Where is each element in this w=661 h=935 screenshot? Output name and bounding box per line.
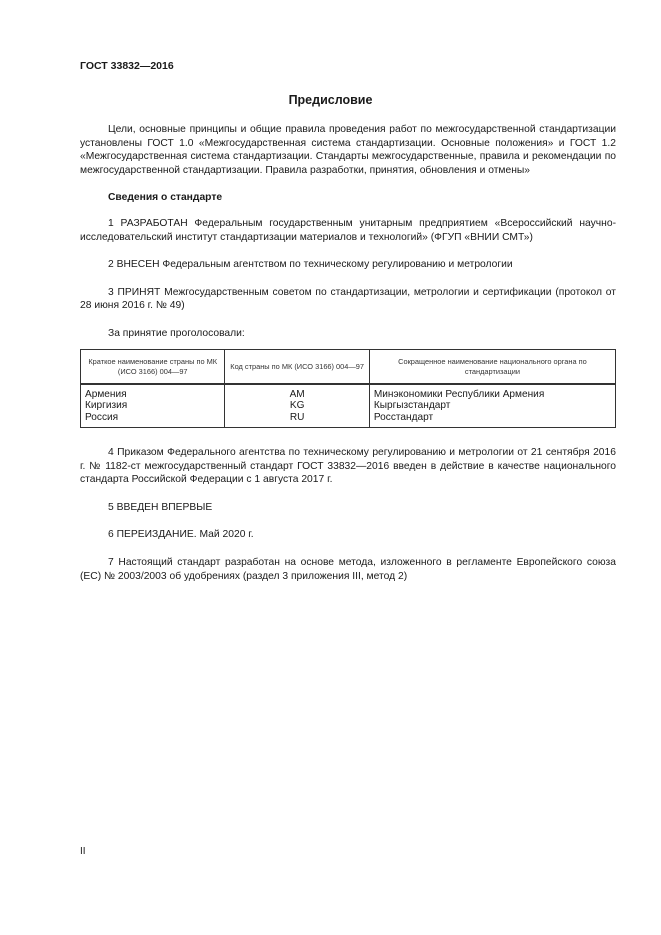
section-title: Сведения о стандарте (108, 192, 223, 204)
table-cell-country: Армения (81, 384, 225, 401)
item-developed: 1 РАЗРАБОТАН Федеральным государственным унитарным предприятием «Всероссийский научно-исследовательский институт стандартизации материалов и технологий» (ФГУП «ВНИИ СМТ») (80, 217, 616, 243)
vote-intro: За принятие проголосовали: (108, 327, 245, 339)
table-cell-body: Минэкономики Республики Армения (369, 384, 615, 401)
table-header-body: Сокращенное наименование национального органа по стандартизации (369, 349, 615, 384)
item-submitted: 2 ВНЕСЕН Федеральным агентством по техническому регулированию и метрологии (108, 259, 513, 271)
item-introduced-first: 5 ВВЕДЕН ВПЕРВЫЕ (108, 501, 213, 513)
document-code-header: ГОСТ 33832—2016 (80, 60, 174, 72)
table-cell-code: RU (225, 412, 369, 428)
intro-paragraph: Цели, основные принципы и общие правила проведения работ по межгосударственной стандартизации установлены ГОСТ 1.0 «Межгосударственная система стандартизации. Основные положения» и ГОСТ 1.2 «Межгосударственная система стандартизации. Стандарты межгосударственные, правила и рекомендации по межгосударственной стандартизации. Правила разработки, принятия, обновления и отмены» (80, 124, 616, 176)
page-title: Предисловие (288, 93, 373, 107)
table-cell-code: KG (225, 400, 369, 412)
table-cell-body: Кыргызстандарт (369, 400, 615, 412)
table-cell-body: Росстандарт (369, 412, 615, 428)
table-cell-country: Киргизия (81, 400, 225, 412)
document-body (80, 123, 616, 597)
table-cell-country: Россия (81, 412, 225, 428)
table-row (81, 400, 616, 412)
table-row (81, 384, 616, 401)
table-header-code: Код страны по МК (ИСО 3166) 004—97 (225, 349, 369, 384)
item-adopted: 3 ПРИНЯТ Межгосударственным советом по стандартизации, метрологии и сертификации (протокол от 28 июня 2016 г. № 49) (80, 286, 616, 312)
table-header-row (81, 349, 616, 384)
item-reissue: 6 ПЕРЕИЗДАНИЕ. Май 2020 г. (108, 529, 254, 541)
page-number: II (80, 846, 86, 857)
voting-table (80, 349, 616, 429)
item-enacted: 4 Приказом Федерального агентства по техническому регулированию и метрологии от 21 сентября 2016 г. № 1182-ст межгосударственный стандарт ГОСТ 33832—2016 введен в действие в качестве национального стандарта Российской Федерации с 1 августа 2017 г. (80, 447, 616, 486)
item-based-on: 7 Настоящий стандарт разработан на основе метода, изложенного в регламенте Европейского союза (ЕС) № 2003/2003 об удобрениях (раздел 3 приложения III, метод 2) (80, 557, 616, 582)
table-cell-code: AM (225, 384, 369, 401)
table-row (81, 412, 616, 428)
table-header-country: Краткое наименование страны по МК (ИСО 3166) 004—97 (81, 349, 225, 384)
